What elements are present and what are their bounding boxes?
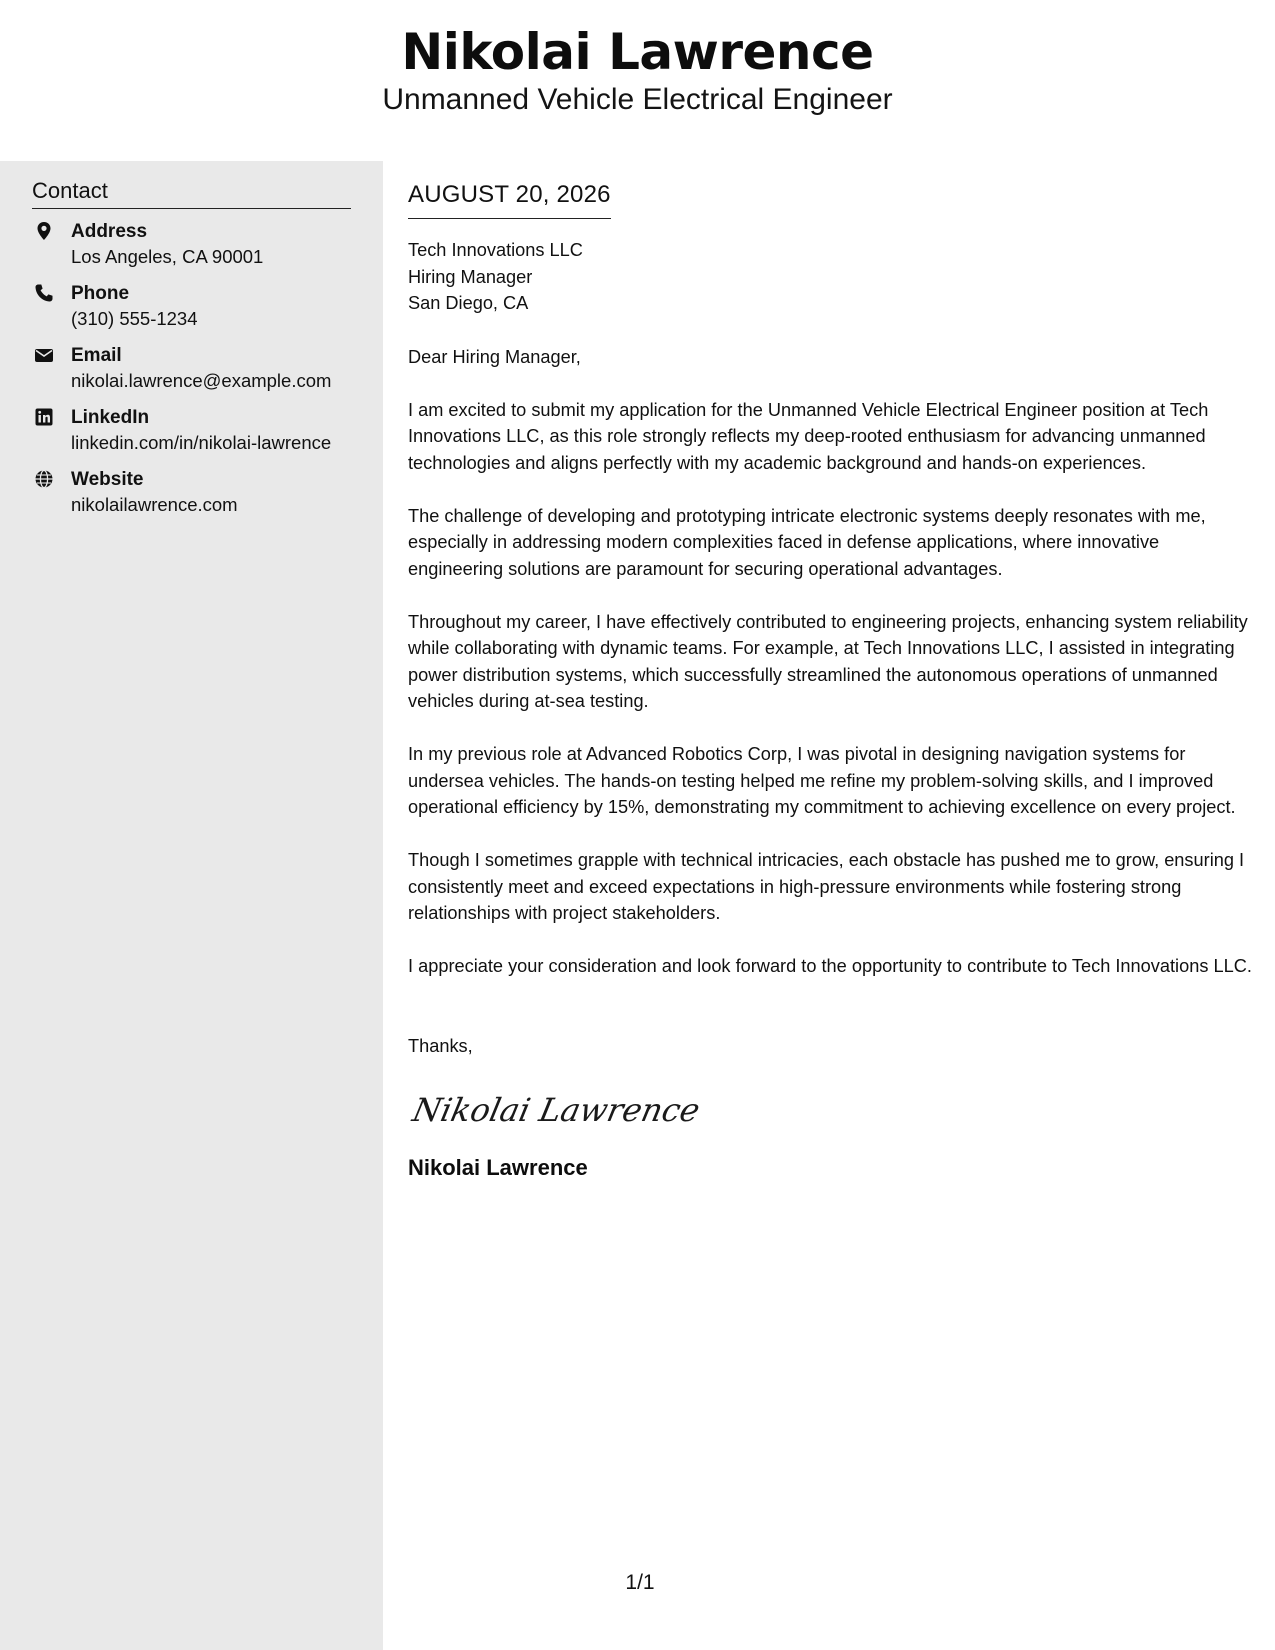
letter-paragraph: The challenge of developing and prototyping intricate electronic systems deeply resonates with me, especially in addressing modern complexities faced in defense applications, where innovative engineering solutions are paramount for securing operational advantages. — [408, 505, 1206, 579]
map-pin-icon — [34, 221, 54, 241]
letter-paragraph: In my previous role at Advanced Robotics Corp, I was pivotal in designing navigation systems for undersea vehicles. The hands-on testing helped me refine my problem-solving skills, and I improved operational efficiency by 15%, demonstrating my commitment to achieving excellence on every project. — [408, 744, 1236, 817]
linkedin-icon — [34, 407, 54, 427]
contact-label: Address — [71, 221, 148, 242]
signature-image — [408, 1079, 704, 1139]
contact-label: LinkedIn — [71, 407, 150, 428]
phone-icon — [34, 283, 54, 303]
letter-date: AUGUST 20, 2026 — [408, 178, 611, 219]
page-number: 1/1 — [625, 1571, 655, 1594]
letter-paragraph: I am excited to submit my application for the Unmanned Vehicle Electrical Engineer position at Tech Innovations LLC, as this role strongly reflects my deep-rooted enthusiasm for advancing unmanned technologies and aligns perfectly with my academic background and hands-on experiences. — [408, 399, 1209, 473]
contact-value: nikolai.lawrence@example.com — [71, 370, 332, 391]
globe-icon — [34, 469, 54, 489]
letter-header — [0, 0, 1275, 160]
recipient-role: Hiring Manager — [408, 266, 533, 287]
contact-item-website — [32, 468, 372, 524]
signed-name: Nikolai Lawrence — [408, 1155, 588, 1180]
contact-item-address — [32, 220, 372, 276]
letter-paragraph: Though I sometimes grapple with technical intricacies, each obstacle has pushed me to grow, ensuring I consistently meet and exceed expectations in high-pressure environments while fostering strong relationships with project stakeholders. — [408, 850, 1245, 923]
recipient-company: Tech Innovations LLC — [408, 240, 583, 260]
letter-body — [408, 170, 1253, 1183]
contact-item-phone — [32, 282, 372, 338]
recipient-block — [408, 237, 1253, 317]
applicant-name: Nikolai Lawrence — [401, 23, 874, 81]
contact-item-email — [32, 344, 372, 400]
signature-glyphs: Nikolai Lawrence — [409, 1091, 704, 1129]
contact-value: Los Angeles, CA 90001 — [71, 246, 264, 267]
contact-label: Email — [71, 345, 122, 366]
contact-label: Website — [71, 469, 144, 490]
contact-heading: Contact — [32, 176, 351, 209]
contact-value: linkedin.com/in/nikolai-lawrence — [71, 432, 332, 453]
letter-closing: Thanks, — [408, 1035, 473, 1056]
contact-item-linkedin — [32, 406, 372, 462]
salutation: Dear Hiring Manager, — [408, 346, 581, 367]
envelope-icon — [34, 345, 54, 365]
letter-paragraph: Throughout my career, I have effectively contributed to engineering projects, enhancing system reliability while collaborating with dynamic teams. For example, at Tech Innovations LLC, I assisted in integrating power distribution systems, which successfully streamlined the autonomous operations of unmanned vehicles during at-sea testing. — [408, 611, 1248, 711]
recipient-location: San Diego, CA — [408, 293, 529, 313]
contact-value: nikolailawrence.com — [71, 494, 238, 515]
applicant-title: Unmanned Vehicle Electrical Engineer — [382, 83, 893, 116]
letter-paragraph: I appreciate your consideration and look forward to the opportunity to contribute to Tech Innovations LLC. — [408, 956, 1252, 976]
contact-label: Phone — [71, 283, 130, 304]
contact-value: (310) 555-1234 — [71, 308, 198, 329]
